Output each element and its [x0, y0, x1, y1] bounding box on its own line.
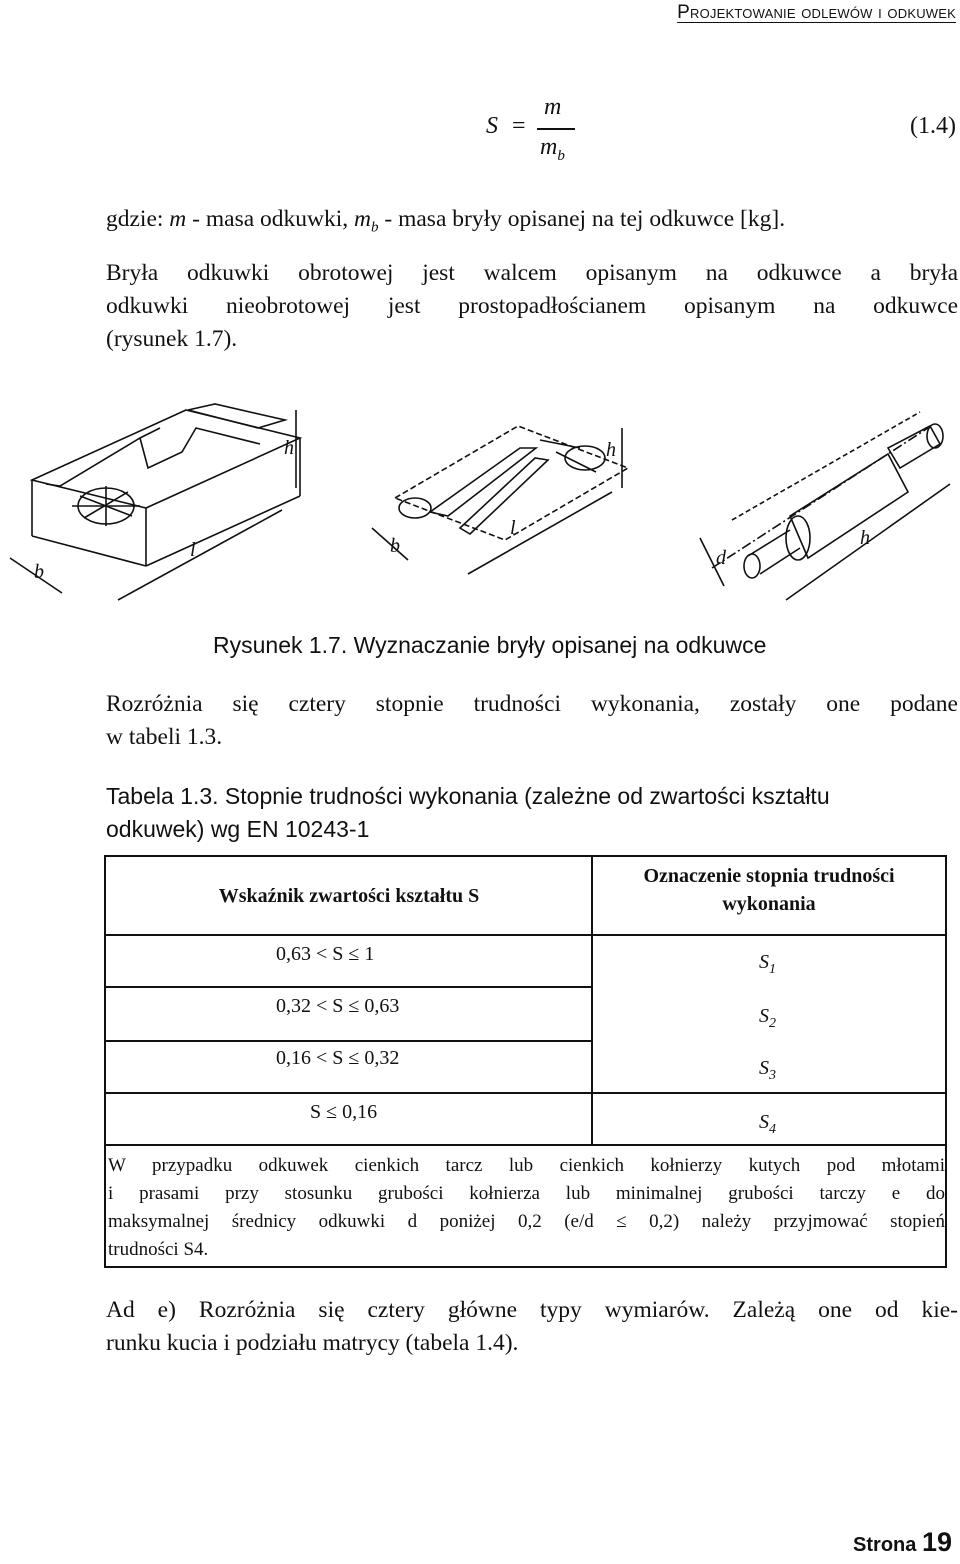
table-row-4-range: S ≤ 0,16 [310, 1101, 378, 1123]
formula-denominator: $m_b$ [540, 134, 565, 164]
forging-crankshaft-drawing [372, 426, 628, 574]
page-header [0, 0, 960, 32]
page-number: 19 [921, 1527, 952, 1557]
table-header-index: Wskaźnik zwartości kształtu S [218, 885, 480, 907]
label-l2: l [510, 517, 516, 539]
table-row-3-range: 0,16 < S ≤ 0,32 [276, 1047, 400, 1069]
label-b1: b [34, 561, 44, 583]
forging-shaft-drawing [700, 412, 950, 600]
table-difficulty-grades [104, 855, 947, 1268]
figure-caption: Rysunek 1.7. Wyznaczanie bryły opisanej na odkuwce [213, 632, 767, 658]
table-row-2-range: 0,32 < S ≤ 0,63 [276, 995, 400, 1017]
footer-label: Strona [853, 1534, 922, 1556]
paragraph-solid-definition: Bryła odkuwki obrotowej jest walcem opisanym na odkuwce a bryła odkuwki nieobrotowej jest prostopadłościanem opisanym na odkuwce (rysunek 1.7). [106, 260, 958, 352]
table-row-3-grade: $S_3$ [759, 1057, 776, 1083]
header-title: Projektowanie odlewów i odkuwek [677, 2, 956, 23]
table-row-1-grade: $S_1$ [759, 951, 776, 977]
table-row-2-grade: $S_2$ [759, 1005, 776, 1031]
page-footer [853, 1527, 952, 1558]
label-l1: l [190, 539, 196, 561]
table-caption: Tabela 1.3. Stopnie trudności wykonania (zależne od zwartości kształtu odkuwek) wg EN 10243-1 [106, 783, 830, 842]
formula-equals: = [512, 113, 526, 139]
formula-numerator: m [544, 94, 562, 120]
label-b2: b [390, 535, 400, 557]
paragraph-dimension-types: Ad e) Rozróżnia się cztery główne typy wymiarów. Zależą one od kie- runku kucia i podziału matrycy (tabela 1.4). [106, 1297, 958, 1356]
forging-block-drawing [10, 404, 300, 600]
label-d: d [716, 547, 726, 569]
label-h1: h [284, 437, 294, 459]
table-row-1-range: 0,63 < S ≤ 1 [276, 943, 375, 965]
fraction-bar [537, 128, 575, 130]
paragraph-difficulty-intro: Rozróżnia się cztery stopnie trudności wykonania, zostały one podane w tabeli 1.3. [106, 691, 958, 750]
figure-1-7-drawing [0, 388, 960, 618]
table-row-4-grade: $S_4$ [759, 1111, 776, 1137]
label-h2: h [606, 439, 616, 461]
formula-1-4 [486, 96, 956, 176]
formula-definitions: gdzie: m - masa odkuwki, $m_b$ - masa bryły opisanej na tej odkuwce [kg]. [106, 206, 786, 236]
table-note: W przypadku odkuwek cienkich tarcz lub cienkich kołnierzy kutych pod młotami i prasami przy stosunku grubości kołnierza lub minimalnej grubości tarczy e do maksymalnej średnicy odkuwki d poniżej 0,2 (e/d ≤ 0,2) należy przyjmować stopień trudności S4. [108, 1155, 945, 1260]
formula-number: (1.4) [910, 113, 956, 139]
label-h3: h [860, 527, 870, 549]
formula-lhs: S [486, 113, 498, 139]
table-header-grade: Oznaczenie stopnia trudności wykonania [643, 865, 895, 915]
